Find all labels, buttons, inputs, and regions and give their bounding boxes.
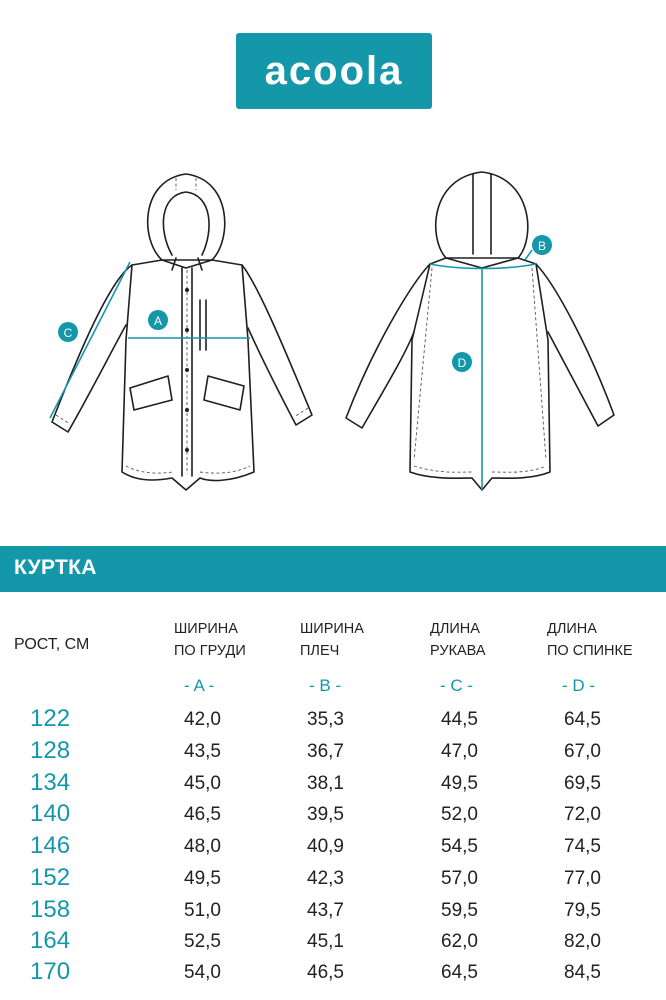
row-height: 158 bbox=[30, 896, 71, 923]
row-shoulders: 46,5 bbox=[307, 962, 344, 983]
row-shoulders: 38,1 bbox=[307, 773, 344, 794]
back-side-stitch bbox=[414, 268, 546, 460]
row-back-length: 74,5 bbox=[564, 836, 601, 857]
row-height: 140 bbox=[30, 800, 71, 827]
column-header-line2: РУКАВА bbox=[430, 643, 486, 659]
back-hood bbox=[436, 172, 528, 258]
column-header-line2: ПЛЕЧ bbox=[300, 643, 340, 659]
jacket-back-view bbox=[346, 172, 614, 490]
column-mark-a: - A - bbox=[184, 676, 215, 695]
jacket-diagram bbox=[0, 160, 666, 510]
row-sleeve: 64,5 bbox=[441, 962, 478, 983]
brand-logo bbox=[236, 33, 432, 109]
row-height: 152 bbox=[30, 864, 71, 891]
column-header-sleeve bbox=[430, 618, 486, 662]
row-sleeve: 44,5 bbox=[441, 709, 478, 730]
front-chest-pocket bbox=[200, 300, 206, 350]
row-shoulders: 45,1 bbox=[307, 931, 344, 952]
row-shoulders: 43,7 bbox=[307, 900, 344, 921]
table-row bbox=[0, 927, 666, 959]
column-header-chest bbox=[174, 618, 246, 662]
table-row bbox=[0, 896, 666, 928]
row-back-length: 69,5 bbox=[564, 773, 601, 794]
row-back-length: 67,0 bbox=[564, 741, 601, 762]
row-sleeve: 62,0 bbox=[441, 931, 478, 952]
marker-c bbox=[58, 322, 78, 342]
row-chest: 48,0 bbox=[184, 836, 221, 857]
row-sleeve: 57,0 bbox=[441, 868, 478, 889]
row-back-length: 79,5 bbox=[564, 900, 601, 921]
front-hood-seams bbox=[176, 178, 196, 190]
table-row bbox=[0, 705, 666, 737]
row-back-length: 72,0 bbox=[564, 804, 601, 825]
row-chest: 49,5 bbox=[184, 868, 221, 889]
row-shoulders: 40,9 bbox=[307, 836, 344, 857]
front-right-pocket bbox=[204, 376, 244, 410]
table-row bbox=[0, 864, 666, 896]
row-back-length: 64,5 bbox=[564, 709, 601, 730]
front-left-sleeve bbox=[52, 265, 132, 432]
row-shoulders: 42,3 bbox=[307, 868, 344, 889]
back-body bbox=[410, 258, 550, 490]
row-chest: 52,5 bbox=[184, 931, 221, 952]
back-hood-panel bbox=[473, 174, 491, 254]
front-hem-stitch bbox=[126, 466, 250, 473]
row-chest: 45,0 bbox=[184, 773, 221, 794]
front-body bbox=[122, 260, 254, 490]
height-header: РОСТ, СМ bbox=[14, 636, 90, 653]
row-sleeve: 54,5 bbox=[441, 836, 478, 857]
table-row bbox=[0, 832, 666, 864]
marker-a bbox=[148, 310, 168, 330]
row-back-length: 77,0 bbox=[564, 868, 601, 889]
row-shoulders: 36,7 bbox=[307, 741, 344, 762]
svg-text:acoola: acoola bbox=[264, 49, 404, 93]
back-hem-stitch bbox=[414, 466, 546, 472]
front-hood bbox=[148, 174, 225, 260]
brand-logo-wordmark bbox=[249, 46, 419, 96]
row-back-length: 84,5 bbox=[564, 962, 601, 983]
table-row bbox=[0, 800, 666, 832]
table-row bbox=[0, 769, 666, 801]
column-header-line1: ШИРИНА bbox=[174, 621, 238, 637]
row-shoulders: 35,3 bbox=[307, 709, 344, 730]
jacket-front-view bbox=[50, 174, 312, 490]
column-mark-b: - B - bbox=[309, 676, 342, 695]
marker-b bbox=[532, 235, 552, 255]
column-header-back-length bbox=[547, 618, 633, 662]
row-sleeve: 52,0 bbox=[441, 804, 478, 825]
front-left-pocket bbox=[130, 376, 172, 410]
column-header-line1: ШИРИНА bbox=[300, 621, 364, 637]
front-hood-opening bbox=[163, 192, 209, 255]
svg-text:B: B bbox=[537, 239, 547, 253]
svg-text:D: D bbox=[457, 356, 467, 370]
row-height: 170 bbox=[30, 958, 71, 985]
row-height: 146 bbox=[30, 832, 71, 859]
row-chest: 46,5 bbox=[184, 804, 221, 825]
row-sleeve: 59,5 bbox=[441, 900, 478, 921]
row-chest: 43,5 bbox=[184, 741, 221, 762]
row-height: 164 bbox=[30, 927, 71, 954]
row-chest: 51,0 bbox=[184, 900, 221, 921]
measure-b-line bbox=[430, 264, 536, 269]
column-header-line2: ПО СПИНКЕ bbox=[547, 643, 633, 659]
row-height: 122 bbox=[30, 705, 71, 732]
row-height: 134 bbox=[30, 769, 71, 796]
row-chest: 42,0 bbox=[184, 709, 221, 730]
row-sleeve: 49,5 bbox=[441, 773, 478, 794]
back-left-sleeve bbox=[346, 264, 430, 428]
section-header-bar bbox=[0, 546, 666, 592]
marker-d bbox=[452, 352, 472, 372]
row-height: 128 bbox=[30, 737, 71, 764]
svg-text:C: C bbox=[63, 326, 73, 340]
table-row bbox=[0, 737, 666, 769]
column-header-line1: ДЛИНА bbox=[547, 621, 597, 637]
row-back-length: 82,0 bbox=[564, 931, 601, 952]
section-title: КУРТКА bbox=[14, 556, 97, 579]
measure-b-leader bbox=[525, 250, 532, 260]
front-snaps bbox=[185, 288, 189, 452]
column-mark-d: - D - bbox=[562, 676, 596, 695]
row-shoulders: 39,5 bbox=[307, 804, 344, 825]
row-sleeve: 47,0 bbox=[441, 741, 478, 762]
column-mark-c: - C - bbox=[440, 676, 474, 695]
column-header-shoulders bbox=[300, 618, 364, 662]
table-row bbox=[0, 958, 666, 990]
front-right-sleeve bbox=[242, 265, 312, 425]
column-header-line1: ДЛИНА bbox=[430, 621, 480, 637]
column-header-line2: ПО ГРУДИ bbox=[174, 643, 246, 659]
row-chest: 54,0 bbox=[184, 962, 221, 983]
svg-text:A: A bbox=[153, 314, 163, 328]
